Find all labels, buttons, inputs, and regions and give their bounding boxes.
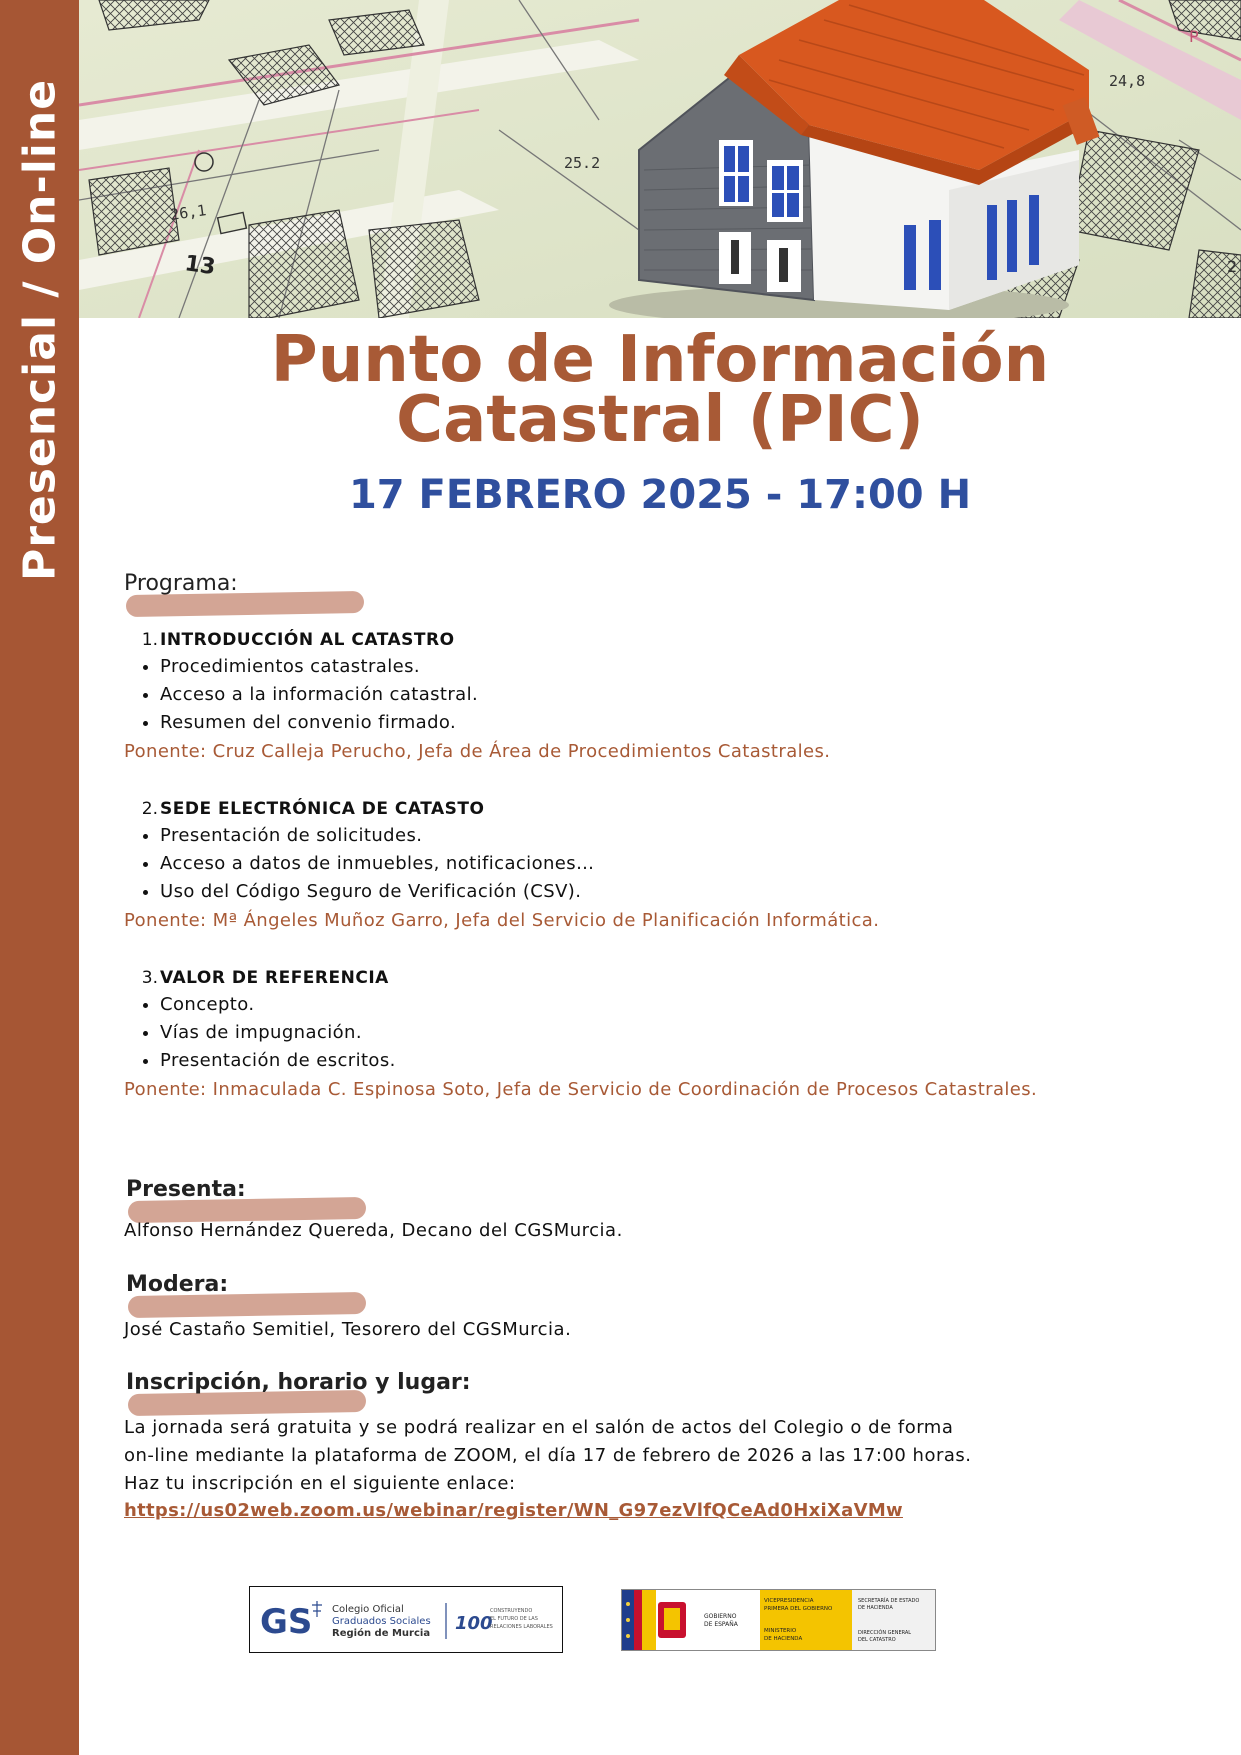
inscripcion-line: La jornada será gratuita y se podrá realizar en el salón de actos del Colegio o de forma: [124, 1417, 954, 1438]
programa-heading-text: Programa:: [124, 571, 238, 596]
hero-image: [79, 0, 1241, 318]
min-line: MINISTERIO: [764, 1628, 797, 1634]
inscripcion-line: on-line mediante la plataforma de ZOOM, el día 17 de febrero de 2026 a las 17:00 horas.: [124, 1445, 972, 1466]
presenta-heading-text: Presenta:: [126, 1177, 246, 1202]
gobierno-logo-graphic: [622, 1590, 935, 1650]
programa-heading: [124, 571, 238, 596]
cgs-mark: GS: [260, 1602, 313, 1642]
cgs-murcia-logo: [249, 1586, 563, 1653]
list-item: • Resumen del convenio firmado.: [160, 709, 478, 737]
section-number: 3.: [141, 968, 158, 988]
title-line-1: Punto de Información: [270, 323, 1050, 397]
cgs-badge-text: CONSTRUYENDO: [490, 1608, 533, 1614]
list-item: • Uso del Código Seguro de Verificación (CSV).: [160, 878, 594, 906]
presenta-heading: [126, 1177, 246, 1202]
inscripcion-line: Haz tu inscripción en el siguiente enlace:: [124, 1473, 516, 1494]
list-item: • Presentación de escritos.: [160, 1047, 396, 1075]
list-item: • Presentación de solicitudes.: [160, 822, 594, 850]
map-label: 13: [183, 251, 217, 281]
dir-line: DIRECCIÓN GENERAL: [858, 1630, 912, 1636]
section-title: INTRODUCCIÓN AL CATASTRO: [160, 630, 455, 650]
sidebar: [0, 0, 79, 1755]
map-label: 2: [1227, 257, 1238, 276]
section-items: [138, 653, 478, 737]
sec-line: SECRETARÍA DE ESTADO: [858, 1598, 920, 1604]
section-items: [138, 991, 396, 1075]
inscripcion-text: [124, 1414, 1114, 1498]
sidebar-label: Presencial / On-line: [14, 78, 66, 582]
map-label: 24,8: [1109, 72, 1146, 90]
cgs-logo-graphic: [250, 1587, 562, 1652]
map-label: 26,1: [169, 201, 208, 224]
gobierno-espana-logo: [621, 1589, 936, 1651]
gov-line: DE ESPAÑA: [704, 1621, 738, 1628]
list-item: • Acceso a la información catastral.: [160, 681, 478, 709]
map-label: P: [1189, 27, 1199, 46]
cgs-badge-text: RELACIONES LABORALES: [490, 1624, 553, 1630]
modera-text: José Castaño Semitiel, Tesorero del CGSMurcia.: [124, 1319, 572, 1340]
map-label: 25.2: [564, 154, 601, 172]
section-number: 1.: [141, 630, 158, 650]
dir-line: DEL CATASTRO: [858, 1637, 896, 1643]
ponente: Ponente: Cruz Calleja Perucho, Jefa de Área de Procedimientos Catastrales.: [124, 741, 831, 762]
list-item: • Vías de impugnación.: [160, 1019, 396, 1047]
vice-line: PRIMERA DEL GOBIERNO: [764, 1606, 833, 1612]
modera-heading-text: Modera:: [126, 1272, 229, 1297]
inscripcion-heading: [126, 1370, 471, 1395]
gov-line: GOBIERNO: [704, 1613, 737, 1620]
vice-line: VICEPRESIDENCIA: [764, 1598, 814, 1604]
cgs-line3: Región de Murcia: [332, 1628, 431, 1639]
ponente: Ponente: Inmaculada C. Espinosa Soto, Jefa de Servicio de Coordinación de Procesos Catastrales.: [124, 1079, 1038, 1100]
list-item: • Concepto.: [160, 991, 396, 1019]
cgs-badge: 100: [455, 1613, 493, 1634]
page-title: [79, 323, 1241, 457]
cgs-line2: Graduados Sociales: [332, 1616, 431, 1627]
section-title: SEDE ELECTRÓNICA DE CATASTO: [160, 799, 485, 819]
ponente: Ponente: Mª Ángeles Muñoz Garro, Jefa del Servicio de Planificación Informática.: [124, 910, 880, 931]
title-line-2: Catastral (PIC): [396, 383, 924, 457]
min-line: DE HACIENDA: [764, 1636, 803, 1642]
cadastral-map-house-illustration: [79, 0, 1241, 318]
presenta-text: Alfonso Hernández Quereda, Decano del CGSMurcia.: [124, 1220, 623, 1241]
section-title: VALOR DE REFERENCIA: [160, 968, 389, 988]
cgs-line1: Colegio Oficial: [332, 1604, 404, 1615]
cgs-badge-text: EL FUTURO DE LAS: [490, 1616, 538, 1622]
list-item: • Acceso a datos de inmuebles, notificaciones…: [160, 850, 594, 878]
inscripcion-heading-text: Inscripción, horario y lugar:: [126, 1370, 471, 1395]
list-item: • Procedimientos catastrales.: [160, 653, 478, 681]
section-number: 2.: [141, 799, 158, 819]
section-items: [138, 822, 594, 906]
modera-heading: [126, 1272, 228, 1297]
sec-line: DE HACIENDA: [858, 1605, 893, 1611]
event-date: 17 FEBRERO 2025 - 17:00 H: [348, 472, 972, 518]
registration-link[interactable]: https://us02web.zoom.us/webinar/register/WN_G97ezVlfQCeAd0HxiXaVMw: [124, 1500, 903, 1521]
